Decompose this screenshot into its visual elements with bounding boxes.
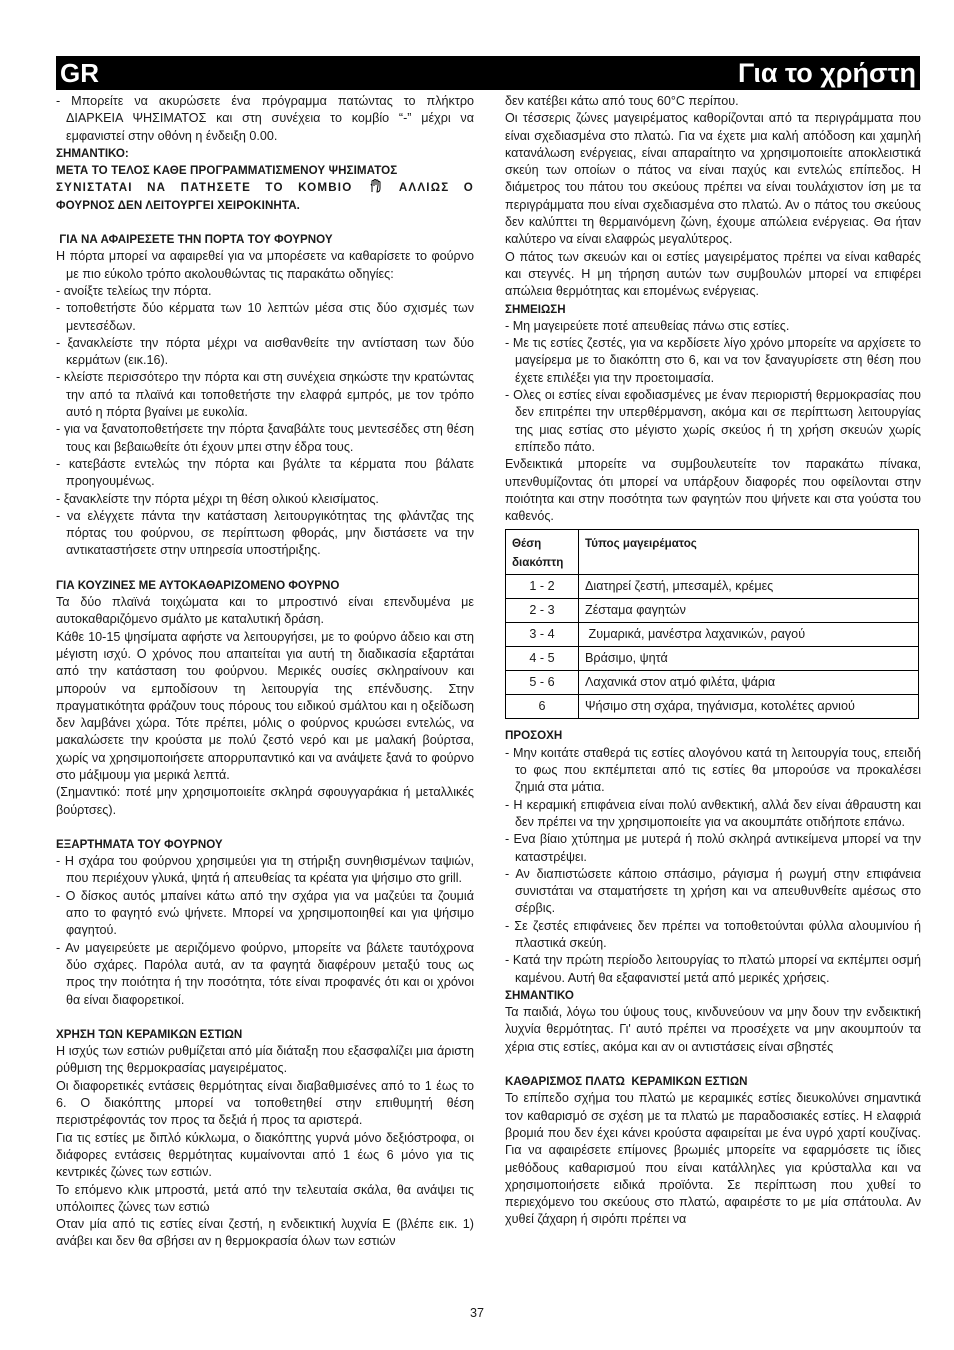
table-header-type: Τύπος μαγειρέματος (579, 530, 919, 575)
table-cell-type: Λαχανικά στον ατμό φιλέτα, ψάρια (579, 671, 919, 695)
important-line-1: ΜΕΤΑ ΤΟ ΤΕΛΟΣ ΚΑΘΕ ΠΡΟΓΡΑΜΜΑΤΙΣΜΕΝΟΥ ΨΗΣΙΜΑΤΟΣ (56, 164, 398, 178)
door-step: - ξανακλείστε την πόρτα μέχρι τη θέση ολικού κλεισίματος. (56, 491, 379, 506)
door-step: - ξανακλείστε την πόρτα μέχρι να αισθανθείτε την αντίσταση των δύο κερμάτων (εικ.16). (56, 335, 474, 368)
page-title: Για το χρήστη (737, 58, 916, 88)
door-step: - κατεβάστε εντελώς την πόρτα και βγάλτε τα κέρματα που βάλατε προηγουμένως. (56, 456, 474, 489)
note-item: - Μη μαγειρεύετε ποτέ απευθείας πάνω στις εστίες. (505, 318, 790, 333)
ceramic-heading: ΧΡΗΣΗ ΤΩΝ ΚΕΡΑΜΙΚΩΝ ΕΣΤΙΩΝ (56, 1027, 243, 1041)
selfclean-note: (Σημαντικό: ποτέ μην χρησιμοποιείτε σκληρά σφουγγαράκια ή μεταλλικές βούρτσες). (56, 785, 474, 817)
cooking-zones-paragraph: Οι τέσσερις ζώνες μαγειρέματος καθορίζονται από τα περιγράμματα που είναι σχεδιασμένα στο πλατώ. Για να έχετε μια καλή απόδοση και χαμηλή κατανάλωση ενέργειας, είναι απαραίτητο να χρησιμοποιείτε αποκλειστικά σκεύη των οποίων ο πάτος να είναι παχύς και εντελώς επίπεδος. Η διάμετρος του πάτου του σκεύους πρέπει να είναι τουλάχιστον ίση με τα περιγράμματα που είναι σχεδιασμένα στο πλατώ. Αν ο πάτος του σκεύους δεν καλύπτει τη θερμαινόμενη ζώνη, έχουμε απώλεια ενέργειας. Θα ήταν καλύτερο να είναι ελαφρώς μεγαλύτερος. (505, 111, 921, 247)
table-row (506, 647, 919, 671)
intro-bullet: - Μπορείτε να ακυρώσετε ένα πρόγραμμα πατώντας το πλήκτρο ΔΙΑΡΚΕΙΑ ΨΗΣΙΜΑΤΟΣ και στη συνέχεια το κομβίο “-” μέχρι να εμφανιστεί στην οθόνη η ένδειξη 0.00. (56, 94, 474, 143)
important-line-3: ΦΟΥΡΝΟΣ ΔΕΝ ΛΕΙΤΟΥΡΓΕΙ ΧΕΙΡΟΚΙΝΗΤΑ. (56, 198, 301, 212)
important-line-2 (56, 179, 474, 196)
right-column (505, 93, 921, 1229)
table-row (506, 599, 919, 623)
ceramic-paragraph: Το επόμενο κλικ μπροστά, μετά από την τελευταία σκάλα, θα ανάψει τις υπόλοιπες ζώνες των εστιώ (56, 1182, 474, 1214)
door-step: - για να ξανατοποθετήσετε την πόρτα ξαναβάλτε τους μεντεσέδες στη θέση τους και βεβαιωθείτε ότι έχουν μπει στην έδρα τους. (56, 422, 474, 454)
table-cell-type: Διατηρεί ζεστή, μπεσαμέλ, κρέμες (579, 575, 919, 599)
pans-paragraph: Ο πάτος των σκευών και οι εστίες μαγειρέματος πρέπει να είναι καθαρές και στεγνές. Η μη τήρηση αυτών των συμβουλών μπορεί να επιφέρει απώλεια θερμότητας και επομένως ενέργειας. (505, 249, 921, 299)
important-line-2b: ΑΛΛΙΩΣ Ο (398, 181, 475, 195)
table-row (506, 695, 919, 719)
caution-item: - Αν διαπιστώσετε κάποιο σπάσιμο, ράγισμα ή ρωγμή στην επιφάνεια συνιστάται να σταματήσετε τη χρήση και να απευθυνθείτε αμέσως στο σέρβις. (505, 866, 921, 916)
table-intro: Ενδεικτικά μπορείτε να συμβουλευτείτε τον παρακάτω πίνακα, υπενθυμίζοντας ότι μπορεί να υπάρξουν διαφορές που οφείλονται στην ποιότητα και στην ποσότητα των φαγητών που ψήνετε και στα γούστα του καθενός. (505, 457, 921, 524)
door-heading: ΓΙΑ ΝΑ ΑΦΑΙΡΕΣΕΤΕ ΤΗΝ ΠΟΡΤΑ ΤΟΥ ΦΟΥΡΝΟΥ (56, 233, 333, 247)
accessories-heading: ΕΞΑΡΤΗΜΑΤΑ ΤΟΥ ΦΟΥΡΝΟΥ (56, 837, 223, 851)
table-cell-position: 6 (506, 695, 579, 719)
table-row (506, 671, 919, 695)
ceramic-paragraph: Η ισχύς των εστιών ρυθμίζεται από μία διάταξη που εξασφαλίζει μια άριστη ρύθμιση της θερμοκρασίας μαγειρέματος. (56, 1044, 474, 1076)
note-item: - Ολες οι εστίες είναι εφοδιασμένες με έναν περιοριστή θερμοκρασίας που δεν επιτρέπει την υπερθέρμανση, ακόμα και σε περίπτωση λειτουργίας της μιας εστίας στο μέγιστο χωρίς σκεύος ή τη χρήση σκευών χωρίς επίπεδο πάτο. (505, 388, 921, 454)
door-step: - τοποθετήστε δύο κέρματα των 10 λεπτών μέσα στις δύο σχισμές των μεντεσέδων. (56, 301, 474, 333)
cleaning-text: Το επίπεδο σχήμα του πλατώ με κεραμικές εστίες διευκολύνει σημαντικά τον καθαρισμό σε σχέση με τα πλατώ με παραδοσιακές εστίες. Η ελαφριά βρομιά που δεν έχει κάνει κρούστα αφαιρείται με ένα υγρό χαρτί κουζίνας. Για να αφαιρέσετε επίμονες βρωμιές μπορείτε να εφαρμόσετε τις ίδιες μεθόδους καθαρισμού που είναι κατάλληλες για κρύσταλλα και να χρησιμοποιήσετε ειδικά προϊόντα. Σε περίπτωση που χυθεί το περιεχόμενο του σκεύους στο πλατώ, αφαιρέστε το με μία σπάτουλα. Αν χυθεί ζάχαρη ή σιρόπι πρέπει να (505, 1091, 921, 1227)
note-heading: ΣΗΜΕΙΩΣΗ (505, 302, 566, 316)
table-cell-position: 5 - 6 (506, 671, 579, 695)
caution-item: - Σε ζεστές επιφάνειες δεν πρέπει να τοποθετούνται φύλλα αλουμινίου ή πλαστικά σκεύη. (505, 918, 921, 950)
table-header-row (506, 530, 919, 575)
left-column (56, 93, 474, 1251)
door-step: - ανοίξτε τελείως την πόρτα. (56, 283, 212, 298)
continued-paragraph: δεν κατέβει κάτω από τους 60°C περίπου. (505, 94, 739, 108)
ceramic-paragraph: Οταν μία από τις εστίες είναι ζεστή, η ενδεικτική λυχνία Ε (βλέπε εικ. 1) ανάβει και δεν θα σβήσει αν η θερμοκρασία όλων των εστιών (56, 1217, 474, 1249)
caution-item: - Η κεραμική επιφάνεια είναι πολύ ανθεκτική, αλλά δεν είναι άθραυστη και δεν πρέπει να την χρησιμοποιείτε για να ακουμπάτε οτιδήποτε επάνω. (505, 797, 921, 829)
caution-item: - Κατά την πρώτη περίοδο λειτουργίας το πλατώ μπορεί να εκπέμπει οσμή καμένου. Αυτή θα εξαφανιστεί μετά από μερικές χρήσεις. (505, 953, 921, 985)
page-header (56, 56, 920, 90)
accessory-item: - Η σχάρα του φούρνου χρησιμεύει για τη στήριξη συνηθισμένων ταψιών, που περιέχουν γλυκά, ψητά ή απευθείας τα κρέατα για ψήσιμο στο grill. (56, 854, 474, 886)
language-code: GR (60, 58, 99, 88)
table-cell-type: Ζυμαρικά, μανέστρα λαχανικών, ραγού (579, 623, 919, 647)
table-row (506, 623, 919, 647)
table-cell-position: 3 - 4 (506, 623, 579, 647)
table-row (506, 575, 919, 599)
selfclean-paragraph: Κάθε 10-15 ψησίματα αφήστε να λειτουργήσει, με το φούρνο άδειο και στη μέγιστη ισχύ. Ο χρόνος που απαιτείται για αυτή τη διαδικασία εξαρτάται από την κατάσταση του φούρνου. Μερικές ουσίες σκληραίνουν και μπορούν να εμποδίσουν τη λειτουργία της επένδυσης. Στην πραγματικότητα φράζουν τους πόρους του ειδικού σμάλτου και η οξείδωση δεν λαμβάνει χώρα. Τότε πρέπει, μόλις ο φούρνος κρυώσει εντελώς, να μακαλώσετε την κρούστα με πολύ ζεστό νερό και με μαλακή βούρτσα, χωρίς να χρησιμοποιήσετε απορρυπαντικό και να ανάψετε ξανά το φούρνο στο μάξιμουμ για μερικά λεπτά. (56, 629, 474, 782)
table-cell-position: 4 - 5 (506, 647, 579, 671)
accessory-item: - Αν μαγειρεύετε με αεριζόμενο φούρνο, μπορείτε να βάλετε ταυτόχρονα δύο σχάρες. Παρόλα αυτά, αν τα φαγητά διαφέρουν μεταξύ τους ως προς την ποιότητα ή την ποσότητα, τότε είναι προφανές ότι και οι χρόνοι θα είναι διαφορετικοί. (56, 940, 474, 1007)
table-cell-type: Ψήσιμο στη σχάρα, τηγάνισμα, κοτολέτες αρνιού (579, 695, 919, 719)
table-cell-type: Ζέσταμα φαγητών (579, 599, 919, 623)
ceramic-paragraph: Οι διαφορετικές εντάσεις θερμότητας είναι διαβαθμισένες από το 1 έως το 6. Ο διακόπτης μπορεί να τοποθετηθεί στην επιθυμητή θέση περιστρέφοντάς τον προς τα δεξιά ή προς τα αριστερά. (56, 1078, 474, 1128)
door-step: - κλείστε περισσότερο την πόρτα και στη συνέχεια σηκώστε την κρατώντας την από τα πλαϊνά και τοποθετήστε την ελαφρά εμπρός, με τον τρόπο αυτό η πόρτα βγαίνει με ευκολία. (56, 370, 474, 420)
table-cell-position: 2 - 3 (506, 599, 579, 623)
caution-heading: ΠΡΟΣΟΧΗ (505, 729, 563, 743)
selfclean-heading: ΓΙΑ ΚΟΥΖΙΝΕΣ ΜΕ ΑΥΤΟΚΑΘΑΡΙΖΟΜΕΝΟ ΦΟΥΡΝΟ (56, 578, 340, 592)
accessory-item: - Ο δίσκος αυτός μπαίνει κάτω από την σχάρα για να μαζεύει τα ζουμιά απο το φαγητό ενώ ψήνετε. Μπορεί να χρησιμοποιηθεί και για ψήσιμο φαγητού. (56, 888, 474, 938)
important-line-2a: ΣΥΝΙΣΤΑΤΑΙ ΝΑ ΠΑΤΗΣΕΤΕ ΤΟ ΚΟΜΒΙΟ (56, 181, 353, 195)
table-header-position: Θέση διακόπτη (506, 530, 579, 575)
important-heading: ΣΗΜΑΝΤΙΚΟ: (56, 146, 129, 160)
caution-item: - Ενα βίαιο χτύπημα με μυτερά ή πολύ σκληρά αντικείμενα μπορεί να την καταστρέψει. (505, 832, 921, 864)
hand-icon (369, 179, 383, 193)
door-intro: Η πόρτα μπορεί να αφαιρεθεί για να μπορέσετε να καθαρίσετε το φούρνο με πιο εύκολο τρόπο ακολουθώντας τις παρακάτω οδηγίες: (56, 249, 474, 281)
important-heading-2: ΣΗΜΑΝΤΙΚΟ (505, 988, 574, 1002)
caution-item: - Μην κοιτάτε σταθερά τις εστίες αλογόνου κατά τη λειτουργία τους, επειδή το φως που εκπέμπεται από τις εστίες θα μπορούσε να προκαλέσει ζημιά στα μάτια. (505, 745, 921, 795)
table-cell-position: 1 - 2 (506, 575, 579, 599)
note-item: - Με τις εστίες ζεστές, για να κερδίσετε λίγο χρόνο μπορείτε να αρχίσετε το μαγείρεμα με το διακόπτη στο 6, και να τον ξαναγυρίσετε στη θέση που έχετε επιλέξει για την προετοιμασία. (505, 336, 921, 385)
cleaning-heading: ΚΑΘΑΡΙΣΜΟΣ ΠΛΑΤΩ ΚΕΡΑΜΙΚΩΝ ΕΣΤΙΩΝ (505, 1075, 748, 1089)
cooking-table (505, 529, 919, 719)
door-step: - να ελέγχετε πάντα την κατάσταση λειτουργικότητας της φλάντζας της πόρτας του φούρνου, σε περίπτωση φθοράς, μην διστάσετε να την αντικαταστήσετε στην υπηρεσία υποστήριξης. (56, 508, 474, 558)
table-cell-type: Βράσιμο, ψητά (579, 647, 919, 671)
important-text-2: Τα παιδιά, λόγω του ύψους τους, κινδυνεύουν να μην δουν την ενδεικτική λυχνία θερμότητας. Γι' αυτό πρέπει να προσέχετε να μην ακουμπούν τα χέρια στις εστίες, ακόμα και αν οι αντιστάσεις είναι σβηστές (505, 1005, 921, 1054)
ceramic-paragraph: Για τις εστίες με διπλό κύκλωμα, ο διακόπτης γυρνά μόνο δεξιόστροφα, οι διάφορες εντάσεις θερμότητας κυμαίνονται από 1 έως 6 μόνο για τις κεντρικές ζώνες των εστιών. (56, 1130, 474, 1180)
page-number: 37 (469, 1306, 484, 1320)
selfclean-paragraph: Τα δύο πλαϊνά τοιχώματα και το μπροστινό είναι επενδυμένα με αυτοκαθαριζόμενο σμάλτο με καταλυτική δράση. (56, 595, 474, 627)
